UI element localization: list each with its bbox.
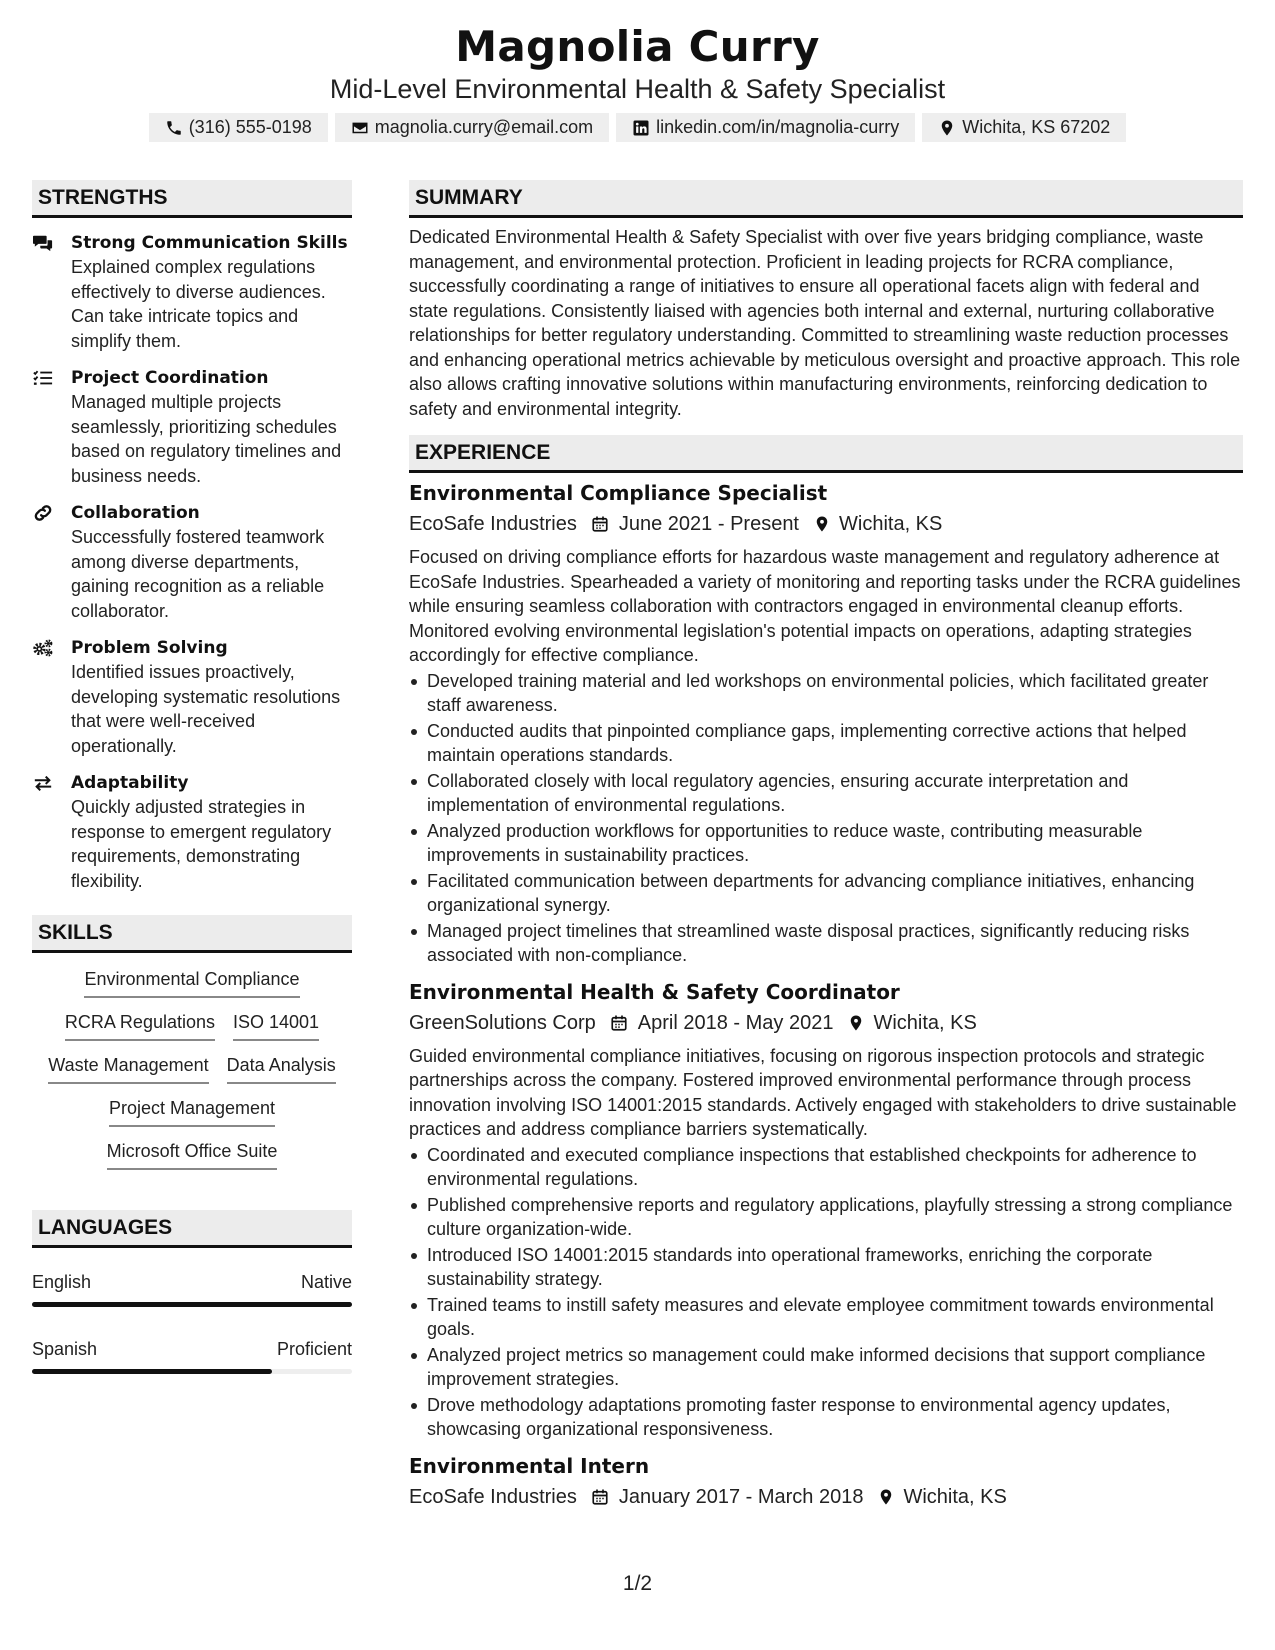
- job-location: Wichita, KS: [903, 1485, 1007, 1508]
- strengths-heading: STRENGTHS: [32, 180, 352, 218]
- job-bullet: Trained teams to instill safety measures and elevate employee commitment towards environmental goals.: [409, 1293, 1243, 1342]
- language-level: Native: [300, 1272, 352, 1292]
- job-bullets: [409, 1143, 1243, 1442]
- calendar-icon: [610, 1014, 628, 1032]
- resume-header: [0, 22, 1275, 106]
- phone-icon: [165, 119, 183, 137]
- strength-title: Collaboration: [71, 503, 200, 523]
- candidate-title: Mid-Level Environmental Health & Safety Specialist: [329, 74, 946, 104]
- link-icon: [32, 503, 54, 523]
- page-number: 1/2: [622, 1572, 653, 1595]
- envelope-icon: [351, 119, 369, 137]
- strength-desc: Explained complex regulations effectively to diverse audiences. Can take intricate topics and simplify them.: [71, 257, 326, 351]
- job-company: EcoSafe Industries: [409, 1485, 577, 1508]
- job-bullets: [409, 669, 1243, 968]
- job-bullet: Conducted audits that pinpointed compliance gaps, implementing corrective actions that helped maintain operations standards.: [409, 719, 1243, 768]
- strength-title: Adaptability: [71, 773, 189, 793]
- strength-title: Project Coordination: [71, 368, 269, 388]
- strength-item: [32, 366, 352, 488]
- task-list-icon: [32, 368, 54, 388]
- job-title: Environmental Compliance Specialist: [409, 481, 828, 505]
- job-bullet: Published comprehensive reports and regulatory applications, playfully stressing a strong compliance culture organization-wide.: [409, 1193, 1243, 1242]
- skill-row: [65, 1008, 319, 1041]
- summary-heading: SUMMARY: [409, 180, 1243, 218]
- language-item: [32, 1337, 352, 1374]
- summary-text: Dedicated Environmental Health & Safety Specialist with over five years bridging compliance, waste management, and environmental protection. Proficient in leading projects for RCRA compliance, successfully coordinating a range of initiatives to ensure all operational facets align with federal and state regulations. Consistently liaised with agencies both internal and external, nurturing collaborative relationships for better regulatory understanding. Committed to streamlining waste reduction processes and enhancing operational metrics achievable by meticulous oversight and proactive approach. This role also allows crafting innovative solutions within manufacturing environments, reinforcing dedication to safety and environmental integrity.: [409, 227, 1241, 419]
- strength-title: Problem Solving: [71, 638, 228, 658]
- job-entry: [409, 978, 1243, 1442]
- language-level: Proficient: [276, 1339, 352, 1359]
- contact-linkedin[interactable]: [616, 113, 915, 142]
- job-description: Guided environmental compliance initiatives, focusing on rigorous inspection protocols and strategic partnerships across the company. Fostered improved environmental performance through process innovation involving ISO 14001:2015 standards. Actively engaged with stakeholders to drive sustainable practices and address compliance barriers systematically.: [409, 1045, 1237, 1139]
- skill-row: [48, 1051, 335, 1084]
- job-meta: [409, 509, 1243, 539]
- job-bullet: Managed project timelines that streamlined waste disposal practices, significantly reducing risks associated with non-compliance.: [409, 919, 1243, 968]
- language-proficiency-bar: [32, 1302, 352, 1307]
- contact-email-text: magnolia.curry@email.com: [374, 117, 594, 137]
- job-location: Wichita, KS: [839, 513, 943, 535]
- job-meta: [409, 1482, 1243, 1512]
- contact-location-text: Wichita, KS 67202: [962, 117, 1111, 137]
- language-proficiency-bar: [32, 1369, 352, 1374]
- strength-desc: Managed multiple projects seamlessly, prioritizing schedules based on regulatory timelines and business needs.: [71, 392, 342, 486]
- skill-tag: Project Management: [109, 1094, 275, 1127]
- contact-phone: [149, 113, 328, 142]
- contact-bar: [0, 113, 1275, 142]
- contact-location: [922, 113, 1126, 142]
- skill-tag: Waste Management: [48, 1051, 208, 1084]
- job-dates: April 2018 - May 2021: [637, 1011, 834, 1034]
- job-bullet: Analyzed production workflows for opportunities to reduce waste, contributing measurable improvements in sustainability practices.: [409, 819, 1243, 868]
- language-name: Spanish: [32, 1339, 98, 1359]
- job-entry: [409, 479, 1243, 968]
- strength-desc: Identified issues proactively, developing systematic resolutions that were well-received operationally.: [71, 662, 341, 756]
- strength-item: [32, 501, 352, 623]
- strength-desc: Successfully fostered teamwork among diverse departments, gaining recognition as a reliable collaborator.: [71, 527, 325, 621]
- strength-item: [32, 771, 352, 893]
- job-bullet: Introduced ISO 14001:2015 standards into operational frameworks, enriching the corporate sustainability strategy.: [409, 1243, 1243, 1292]
- skill-row: [84, 965, 299, 998]
- strength-item: [32, 231, 352, 353]
- skills-heading: SKILLS: [32, 915, 352, 953]
- job-bullet: Coordinated and executed compliance inspections that established checkpoints for adherence to environmental regulations.: [409, 1143, 1243, 1192]
- candidate-name: Magnolia Curry: [455, 22, 820, 71]
- language-proficiency-fill: [32, 1302, 352, 1307]
- job-dates: January 2017 - March 2018: [618, 1485, 864, 1508]
- arrows-exchange-icon: [32, 773, 54, 793]
- job-bullet: Analyzed project metrics so management could make informed decisions that support compliance improvement strategies.: [409, 1343, 1243, 1392]
- skill-row: [107, 1137, 278, 1170]
- skill-tag: Microsoft Office Suite: [107, 1137, 278, 1170]
- calendar-icon: [591, 515, 609, 533]
- job-title: Environmental Intern: [409, 1453, 650, 1478]
- job-description: Focused on driving compliance efforts for hazardous waste management and regulatory adherence at EcoSafe Industries. Spearheaded a variety of monitoring and reporting tasks under the RCRA guidelines while ensuring seamless collaboration with contractors engaged in environmental cleanup efforts. Monitored evolving environmental legislation's potential impacts on operations, adapting strategies accordingly for effective compliance.: [409, 547, 1241, 665]
- map-pin-icon: [847, 1014, 865, 1032]
- job-bullet: Facilitated communication between departments for advancing compliance initiatives, enhancing organizational synergy.: [409, 869, 1243, 918]
- comments-icon: [32, 233, 54, 253]
- calendar-icon: [591, 1488, 609, 1506]
- right-column: [409, 180, 1243, 1512]
- strength-title: Strong Communication Skills: [71, 233, 348, 253]
- languages-heading: LANGUAGES: [32, 1210, 352, 1248]
- strength-desc: Quickly adjusted strategies in response to emergent regulatory requirements, demonstrating flexibility.: [71, 797, 332, 891]
- experience-heading: EXPERIENCE: [409, 435, 1243, 473]
- job-bullet: Developed training material and led workshops on environmental policies, which facilitated greater staff awareness.: [409, 669, 1243, 718]
- job-bullet: Collaborated closely with local regulatory agencies, ensuring accurate interpretation and implementation of environmental regulations.: [409, 769, 1243, 818]
- skill-tag: Data Analysis: [227, 1051, 336, 1084]
- job-company: EcoSafe Industries: [409, 513, 577, 535]
- left-column: [32, 180, 352, 1374]
- skill-row: [109, 1094, 275, 1127]
- job-bullet: Drove methodology adaptations promoting faster response to environmental agency updates, showcasing organizational responsiveness.: [409, 1393, 1243, 1442]
- map-pin-icon: [877, 1488, 895, 1506]
- language-name: English: [32, 1272, 92, 1292]
- job-title: Environmental Health & Safety Coordinator: [409, 979, 900, 1004]
- strength-item: [32, 636, 352, 758]
- skills-list: [32, 965, 352, 1170]
- contact-linkedin-text: linkedin.com/in/magnolia-curry: [656, 117, 900, 137]
- contact-email[interactable]: [335, 113, 609, 142]
- job-location: Wichita, KS: [873, 1011, 977, 1034]
- skill-tag: ISO 14001: [233, 1008, 319, 1041]
- skill-tag: RCRA Regulations: [65, 1008, 215, 1041]
- map-pin-icon: [813, 515, 831, 533]
- language-item: [32, 1270, 352, 1307]
- job-entry: [409, 1452, 1243, 1512]
- job-dates: June 2021 - Present: [618, 513, 799, 535]
- linkedin-icon: [632, 119, 650, 137]
- contact-phone-text: (316) 555-0198: [188, 117, 312, 137]
- map-pin-icon: [938, 119, 956, 137]
- job-meta: [409, 1008, 1243, 1038]
- skill-tag: Environmental Compliance: [84, 965, 299, 998]
- language-proficiency-fill: [32, 1369, 272, 1374]
- gears-icon: [32, 638, 54, 658]
- job-company: GreenSolutions Corp: [409, 1011, 596, 1034]
